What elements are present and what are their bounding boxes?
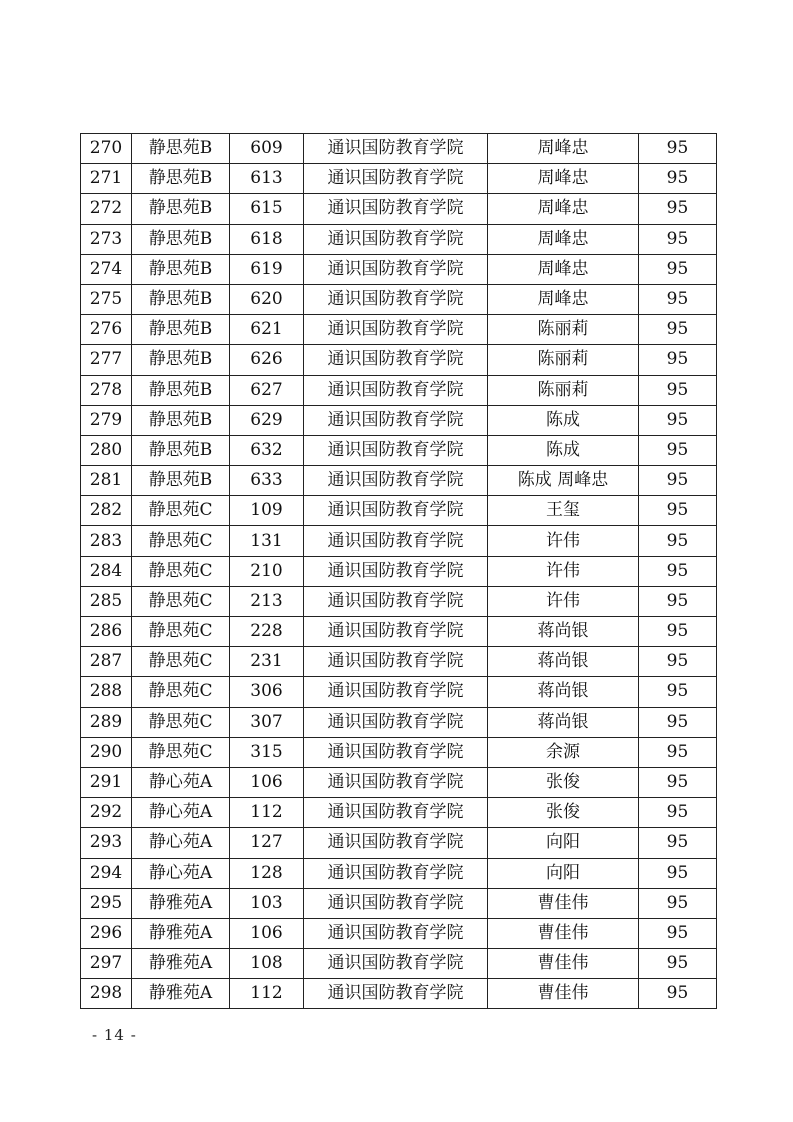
college-cell: 通识国防教育学院: [304, 647, 488, 677]
inspector-cell: 陈成: [488, 435, 639, 465]
building-cell: 静思苑C: [132, 526, 230, 556]
row-number-cell: 273: [81, 224, 132, 254]
room-number-cell: 615: [230, 194, 304, 224]
inspector-cell: 许伟: [488, 526, 639, 556]
row-number-cell: 297: [81, 949, 132, 979]
inspector-cell: 张俊: [488, 798, 639, 828]
row-number-cell: 279: [81, 405, 132, 435]
college-cell: 通识国防教育学院: [304, 496, 488, 526]
score-cell: 95: [639, 677, 717, 707]
inspector-cell: 陈丽莉: [488, 375, 639, 405]
building-cell: 静思苑B: [132, 345, 230, 375]
score-cell: 95: [639, 707, 717, 737]
room-number-cell: 632: [230, 435, 304, 465]
room-number-cell: 210: [230, 556, 304, 586]
college-cell: 通识国防教育学院: [304, 254, 488, 284]
building-cell: 静思苑C: [132, 707, 230, 737]
table-row: [81, 949, 717, 979]
row-number-cell: 295: [81, 888, 132, 918]
college-cell: 通识国防教育学院: [304, 707, 488, 737]
row-number-cell: 292: [81, 798, 132, 828]
room-number-cell: 618: [230, 224, 304, 254]
college-cell: 通识国防教育学院: [304, 345, 488, 375]
college-cell: 通识国防教育学院: [304, 979, 488, 1009]
row-number-cell: 284: [81, 556, 132, 586]
room-number-cell: 128: [230, 858, 304, 888]
score-cell: 95: [639, 315, 717, 345]
inspector-cell: 陈丽莉: [488, 345, 639, 375]
inspector-cell: 蒋尚银: [488, 647, 639, 677]
score-cell: 95: [639, 767, 717, 797]
inspector-cell: 蒋尚银: [488, 707, 639, 737]
score-cell: 95: [639, 254, 717, 284]
room-number-cell: 131: [230, 526, 304, 556]
table-row: [81, 405, 717, 435]
score-cell: 95: [639, 375, 717, 405]
room-number-cell: 109: [230, 496, 304, 526]
inspector-cell: 周峰忠: [488, 284, 639, 314]
score-cell: 95: [639, 134, 717, 164]
score-cell: 95: [639, 979, 717, 1009]
table-row: [81, 435, 717, 465]
college-cell: 通识国防教育学院: [304, 617, 488, 647]
building-cell: 静思苑B: [132, 134, 230, 164]
row-number-cell: 291: [81, 767, 132, 797]
inspector-cell: 周峰忠: [488, 194, 639, 224]
college-cell: 通识国防教育学院: [304, 586, 488, 616]
building-cell: 静思苑C: [132, 647, 230, 677]
row-number-cell: 290: [81, 737, 132, 767]
score-cell: 95: [639, 164, 717, 194]
row-number-cell: 271: [81, 164, 132, 194]
table-row: [81, 284, 717, 314]
college-cell: 通识国防教育学院: [304, 224, 488, 254]
room-number-cell: 112: [230, 798, 304, 828]
room-number-cell: 620: [230, 284, 304, 314]
table-row: [81, 647, 717, 677]
table-row: [81, 254, 717, 284]
room-number-cell: 213: [230, 586, 304, 616]
building-cell: 静思苑C: [132, 496, 230, 526]
score-cell: 95: [639, 617, 717, 647]
room-number-cell: 106: [230, 767, 304, 797]
building-cell: 静思苑B: [132, 435, 230, 465]
row-number-cell: 298: [81, 979, 132, 1009]
score-cell: 95: [639, 858, 717, 888]
dormitory-score-sheet: [80, 133, 716, 1009]
inspector-cell: 许伟: [488, 586, 639, 616]
records-table: [80, 133, 717, 1009]
building-cell: 静心苑A: [132, 767, 230, 797]
inspector-cell: 曹佳伟: [488, 918, 639, 948]
inspector-cell: 张俊: [488, 767, 639, 797]
table-row: [81, 315, 717, 345]
table-row: [81, 496, 717, 526]
college-cell: 通识国防教育学院: [304, 405, 488, 435]
building-cell: 静思苑B: [132, 224, 230, 254]
building-cell: 静思苑B: [132, 315, 230, 345]
college-cell: 通识国防教育学院: [304, 828, 488, 858]
score-cell: 95: [639, 496, 717, 526]
table-row: [81, 466, 717, 496]
table-row: [81, 345, 717, 375]
row-number-cell: 270: [81, 134, 132, 164]
row-number-cell: 276: [81, 315, 132, 345]
score-cell: 95: [639, 888, 717, 918]
room-number-cell: 627: [230, 375, 304, 405]
score-cell: 95: [639, 224, 717, 254]
table-row: [81, 224, 717, 254]
row-number-cell: 294: [81, 858, 132, 888]
row-number-cell: 296: [81, 918, 132, 948]
table-row: [81, 918, 717, 948]
building-cell: 静雅苑A: [132, 918, 230, 948]
table-row: [81, 617, 717, 647]
building-cell: 静思苑B: [132, 284, 230, 314]
table-row: [81, 194, 717, 224]
table-row: [81, 375, 717, 405]
building-cell: 静思苑B: [132, 466, 230, 496]
building-cell: 静雅苑A: [132, 949, 230, 979]
room-number-cell: 306: [230, 677, 304, 707]
row-number-cell: 272: [81, 194, 132, 224]
college-cell: 通识国防教育学院: [304, 435, 488, 465]
room-number-cell: 609: [230, 134, 304, 164]
row-number-cell: 277: [81, 345, 132, 375]
row-number-cell: 287: [81, 647, 132, 677]
college-cell: 通识国防教育学院: [304, 798, 488, 828]
room-number-cell: 231: [230, 647, 304, 677]
building-cell: 静心苑A: [132, 858, 230, 888]
table-row: [81, 979, 717, 1009]
row-number-cell: 286: [81, 617, 132, 647]
room-number-cell: 621: [230, 315, 304, 345]
room-number-cell: 106: [230, 918, 304, 948]
room-number-cell: 228: [230, 617, 304, 647]
inspector-cell: 王玺: [488, 496, 639, 526]
table-row: [81, 828, 717, 858]
college-cell: 通识国防教育学院: [304, 315, 488, 345]
college-cell: 通识国防教育学院: [304, 918, 488, 948]
table-row: [81, 767, 717, 797]
table-row: [81, 526, 717, 556]
college-cell: 通识国防教育学院: [304, 466, 488, 496]
building-cell: 静雅苑A: [132, 979, 230, 1009]
college-cell: 通识国防教育学院: [304, 858, 488, 888]
score-cell: 95: [639, 586, 717, 616]
score-cell: 95: [639, 737, 717, 767]
college-cell: 通识国防教育学院: [304, 284, 488, 314]
inspector-cell: 蒋尚银: [488, 617, 639, 647]
room-number-cell: 127: [230, 828, 304, 858]
score-cell: 95: [639, 647, 717, 677]
row-number-cell: 275: [81, 284, 132, 314]
row-number-cell: 283: [81, 526, 132, 556]
score-cell: 95: [639, 949, 717, 979]
college-cell: 通识国防教育学院: [304, 737, 488, 767]
room-number-cell: 626: [230, 345, 304, 375]
building-cell: 静心苑A: [132, 798, 230, 828]
room-number-cell: 307: [230, 707, 304, 737]
inspector-cell: 周峰忠: [488, 164, 639, 194]
score-cell: 95: [639, 435, 717, 465]
college-cell: 通识国防教育学院: [304, 556, 488, 586]
row-number-cell: 293: [81, 828, 132, 858]
room-number-cell: 613: [230, 164, 304, 194]
inspector-cell: 周峰忠: [488, 134, 639, 164]
building-cell: 静雅苑A: [132, 888, 230, 918]
building-cell: 静思苑B: [132, 375, 230, 405]
inspector-cell: 陈成 周峰忠: [488, 466, 639, 496]
inspector-cell: 曹佳伟: [488, 888, 639, 918]
room-number-cell: 108: [230, 949, 304, 979]
inspector-cell: 周峰忠: [488, 224, 639, 254]
building-cell: 静思苑B: [132, 254, 230, 284]
score-cell: 95: [639, 828, 717, 858]
college-cell: 通识国防教育学院: [304, 194, 488, 224]
building-cell: 静思苑B: [132, 405, 230, 435]
table-row: [81, 586, 717, 616]
inspector-cell: 陈丽莉: [488, 315, 639, 345]
college-cell: 通识国防教育学院: [304, 375, 488, 405]
records-table-body: [81, 134, 717, 1009]
building-cell: 静思苑C: [132, 556, 230, 586]
building-cell: 静思苑C: [132, 617, 230, 647]
building-cell: 静思苑C: [132, 677, 230, 707]
building-cell: 静思苑C: [132, 586, 230, 616]
college-cell: 通识国防教育学院: [304, 134, 488, 164]
inspector-cell: 曹佳伟: [488, 949, 639, 979]
building-cell: 静思苑C: [132, 737, 230, 767]
table-row: [81, 556, 717, 586]
row-number-cell: 280: [81, 435, 132, 465]
table-row: [81, 798, 717, 828]
college-cell: 通识国防教育学院: [304, 888, 488, 918]
college-cell: 通识国防教育学院: [304, 949, 488, 979]
table-row: [81, 134, 717, 164]
score-cell: 95: [639, 345, 717, 375]
table-row: [81, 888, 717, 918]
score-cell: 95: [639, 918, 717, 948]
inspector-cell: 许伟: [488, 556, 639, 586]
inspector-cell: 余源: [488, 737, 639, 767]
room-number-cell: 629: [230, 405, 304, 435]
college-cell: 通识国防教育学院: [304, 767, 488, 797]
inspector-cell: 曹佳伟: [488, 979, 639, 1009]
inspector-cell: 向阳: [488, 828, 639, 858]
room-number-cell: 103: [230, 888, 304, 918]
score-cell: 95: [639, 405, 717, 435]
table-row: [81, 707, 717, 737]
table-row: [81, 737, 717, 767]
page-number: - 14 -: [92, 1026, 137, 1044]
building-cell: 静思苑B: [132, 164, 230, 194]
building-cell: 静心苑A: [132, 828, 230, 858]
room-number-cell: 633: [230, 466, 304, 496]
table-row: [81, 858, 717, 888]
table-row: [81, 677, 717, 707]
room-number-cell: 619: [230, 254, 304, 284]
inspector-cell: 蒋尚银: [488, 677, 639, 707]
row-number-cell: 281: [81, 466, 132, 496]
row-number-cell: 278: [81, 375, 132, 405]
college-cell: 通识国防教育学院: [304, 164, 488, 194]
inspector-cell: 周峰忠: [488, 254, 639, 284]
building-cell: 静思苑B: [132, 194, 230, 224]
row-number-cell: 274: [81, 254, 132, 284]
score-cell: 95: [639, 556, 717, 586]
row-number-cell: 285: [81, 586, 132, 616]
row-number-cell: 289: [81, 707, 132, 737]
room-number-cell: 315: [230, 737, 304, 767]
score-cell: 95: [639, 466, 717, 496]
score-cell: 95: [639, 798, 717, 828]
room-number-cell: 112: [230, 979, 304, 1009]
row-number-cell: 282: [81, 496, 132, 526]
score-cell: 95: [639, 526, 717, 556]
score-cell: 95: [639, 284, 717, 314]
row-number-cell: 288: [81, 677, 132, 707]
inspector-cell: 向阳: [488, 858, 639, 888]
college-cell: 通识国防教育学院: [304, 526, 488, 556]
inspector-cell: 陈成: [488, 405, 639, 435]
table-row: [81, 164, 717, 194]
score-cell: 95: [639, 194, 717, 224]
college-cell: 通识国防教育学院: [304, 677, 488, 707]
